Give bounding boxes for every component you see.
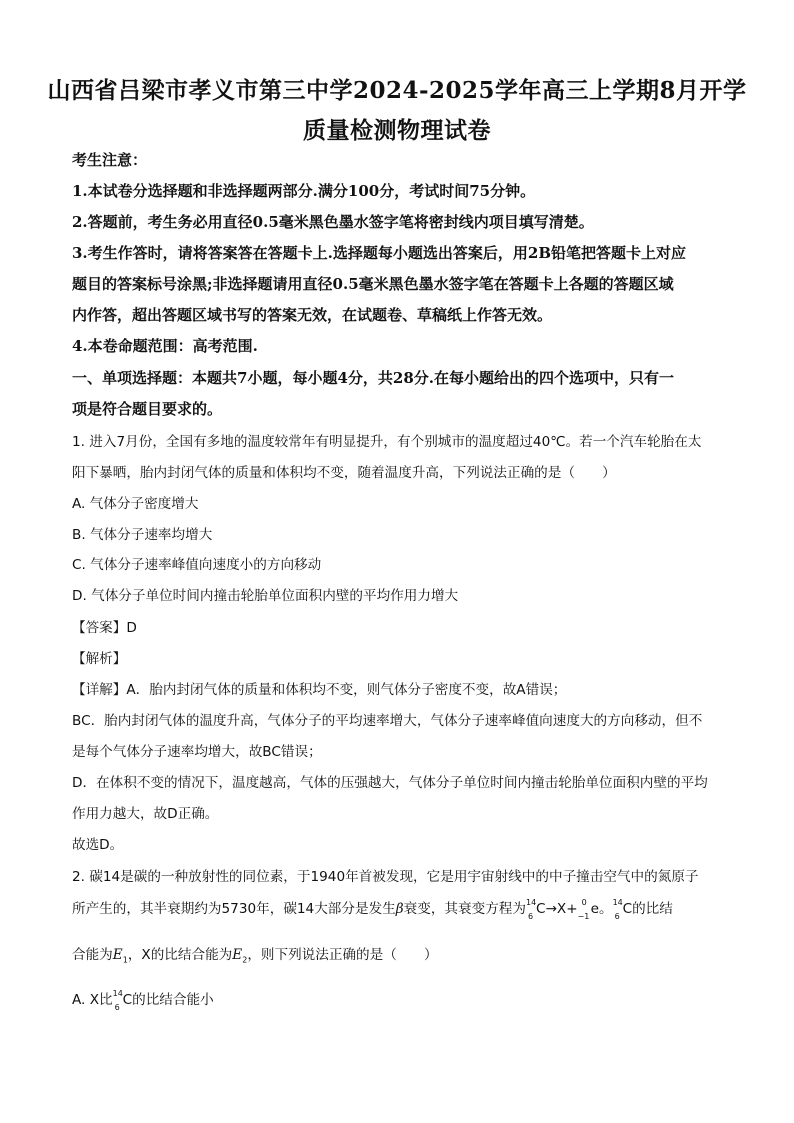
q2-stem-text: ，X的比结合能为 xyxy=(127,947,233,963)
notice-item-3c: 内作答，超出答题区域书写的答案无效，在试题卷、草稿纸上作答无效。 xyxy=(72,306,553,324)
section-heading-line1: 一、单项选择题：本题共7小题，每小题4分，共28分.在每小题给出的四个选项中，只有一 xyxy=(72,369,674,387)
nuclide-atomic-number: −1 xyxy=(577,912,590,921)
q1-detail-line2: BC．胎内封闭气体的温度升高，气体分子的平均速率增大，气体分子速率峰值向速度大的方向移动，但不 xyxy=(72,713,703,729)
q1-stem-line2: 阳下暴晒，胎内封闭气体的质量和体积均不变，随着温度升高，下列说法正确的是（ ） xyxy=(72,465,616,481)
q1-option-a: A. 气体分子密度增大 xyxy=(72,496,199,512)
carbon-14-nuclide xyxy=(113,990,133,1010)
q1-detail-line1: 【详解】A．胎内封闭气体的质量和体积均不变，则气体分子密度不变，故A错误； xyxy=(72,682,567,698)
q2-stem-text: ，则下列说法正确的是（ ） xyxy=(247,947,438,963)
q2-option-a-text: A. X比 xyxy=(72,992,113,1008)
q1-detail-line4: D．在体积不变的情况下，温度越高，气体的压强越大，气体分子单位时间内撞击轮胎单位面积内壁的平均 xyxy=(72,775,708,791)
carbon-14-nuclide xyxy=(526,899,546,919)
nuclide-symbol: e xyxy=(590,901,599,917)
nuclide-mass-number: 14 xyxy=(525,898,537,907)
nuclide-mass-number: 14 xyxy=(112,989,123,998)
q2-option-a-text: 的比结合能小 xyxy=(132,992,214,1008)
notice-item-1: 1.本试卷分选择题和非选择题两部分.满分100分，考试时间75分钟。 xyxy=(72,182,536,200)
q1-analysis-label: 【解析】 xyxy=(72,651,127,667)
page-title-line1: 山西省吕梁市孝义市第三中学2024-2025学年高三上学期8月开学 xyxy=(47,77,747,104)
beta-symbol: β xyxy=(395,901,404,917)
nuclide-mass-number: 0 xyxy=(581,898,587,907)
q2-stem-text: 所产生的，其半衰期约为5730年，碳14大部分是发生 xyxy=(72,901,396,917)
product-x: X xyxy=(556,901,567,917)
q2-stem-line1: 2. 碳14是碳的一种放射性的同位素，于1940年首被发现，它是用宇宙射线中的中子撞击空气中的氮原子 xyxy=(72,869,699,885)
q2-stem-line2 xyxy=(72,899,673,919)
notice-item-4: 4.本卷命题范围：高考范围. xyxy=(72,337,258,355)
electron-nuclide xyxy=(578,899,599,919)
notice-item-2: 2.答题前，考生务必用直径0.5毫米黑色墨水签字笔将密封线内项目填写清楚。 xyxy=(72,213,594,231)
nuclide-mass-number: 14 xyxy=(612,898,623,907)
q1-answer: 【答案】D xyxy=(72,620,137,636)
energy-e2: E xyxy=(232,947,243,963)
q2-stem-text: 合能为 xyxy=(72,947,113,963)
q1-detail-line5: 作用力越大，故D正确。 xyxy=(72,806,219,822)
energy-e2-subscript: 2 xyxy=(242,955,248,965)
q2-stem-text: 的比结 xyxy=(632,901,673,917)
nuclide-symbol: C xyxy=(535,901,546,917)
q1-detail-line3: 是每个气体分子速率均增大，故BC错误； xyxy=(72,744,322,760)
q2-option-a xyxy=(72,990,214,1010)
nuclide-symbol: C xyxy=(122,992,133,1008)
q2-stem-text: 衰变，其衰变方程为 xyxy=(403,901,526,917)
page-title-line2: 质量检测物理试卷 xyxy=(303,117,491,144)
nuclide-symbol: C xyxy=(622,901,633,917)
q1-option-b: B. 气体分子速率均增大 xyxy=(72,527,213,543)
carbon-14-nuclide xyxy=(613,899,633,919)
plus-sign: + xyxy=(566,901,578,917)
q1-option-d: D. 气体分子单位时间内撞击轮胎单位面积内壁的平均作用力增大 xyxy=(72,588,459,604)
nuclide-atomic-number: 6 xyxy=(527,912,534,921)
q1-option-c: C. 气体分子速率峰值向速度小的方向移动 xyxy=(72,557,322,573)
notice-item-3b: 题目的答案标号涂黑;非选择题请用直径0.5毫米黑色墨水签字笔在答题卡上各题的答题区域 xyxy=(72,275,674,293)
q2-stem-line3 xyxy=(72,945,438,971)
energy-e1-subscript: 1 xyxy=(122,955,128,965)
q1-detail-line6: 故选D。 xyxy=(72,837,124,853)
reaction-arrow: → xyxy=(545,901,557,917)
q1-stem-line1: 1. 进入7月份，全国有多地的温度较常年有明显提升，有个别城市的温度超过40℃。若一个汽车轮胎在太 xyxy=(72,434,702,450)
nuclide-atomic-number: 6 xyxy=(114,1003,120,1012)
energy-e1: E xyxy=(112,947,123,963)
notice-item-3a: 3.考生作答时，请将答案答在答题卡上.选择题每小题选出答案后，用2B铅笔把答题卡上对应 xyxy=(72,244,687,262)
q2-stem-text: 。 xyxy=(598,901,613,917)
section-heading-line2: 项是符合题目要求的。 xyxy=(72,400,223,418)
notice-heading: 考生注意： xyxy=(72,151,148,169)
nuclide-atomic-number: 6 xyxy=(614,912,620,921)
